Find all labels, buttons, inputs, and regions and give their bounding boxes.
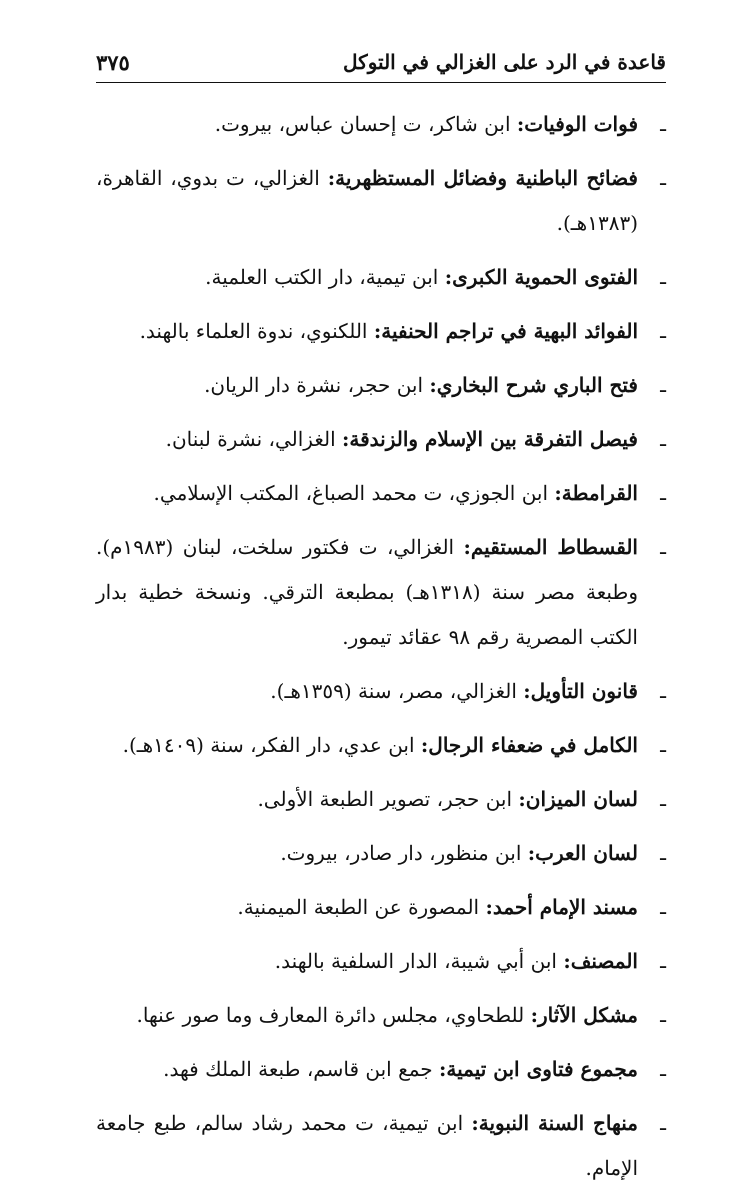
reference-entry [96,669,666,714]
reference-title: القرامطة: [554,481,638,505]
reference-entry [96,417,666,462]
list-dash: ـ [660,841,666,865]
list-dash: ـ [660,679,666,703]
reference-details: الغزالي، نشرة لبنان. [165,427,342,451]
reference-details: ابن تيمية، ت محمد رشاد سالم، طبع جامعة الإمام. [96,1111,638,1180]
reference-title: فيصل التفرقة بين الإسلام والزندقة: [342,427,638,451]
reference-entry [96,939,666,984]
reference-title: منهاج السنة النبوية: [471,1111,638,1135]
reference-title: مجموع فتاوى ابن تيمية: [439,1057,638,1081]
reference-title: لسان الميزان: [518,787,638,811]
reference-details: ابن حجر، تصوير الطبعة الأولى. [257,787,519,811]
reference-entry [96,993,666,1038]
reference-details: ابن شاكر، ت إحسان عباس، بيروت. [214,112,517,136]
list-dash: ـ [660,1057,666,1081]
reference-title: مسند الإمام أحمد: [485,895,638,919]
list-dash: ـ [660,895,666,919]
reference-title: المصنف: [563,949,638,973]
reference-title: فضائح الباطنية وفضائل المستظهرية: [327,166,638,190]
reference-title: مشكل الآثار: [530,1003,638,1027]
reference-entry [96,102,666,147]
reference-entry [96,1047,666,1092]
reference-title: الفتوى الحموية الكبرى: [444,265,638,289]
list-dash: ـ [660,1003,666,1027]
reference-entry [96,363,666,408]
reference-title: فوات الوفيات: [516,112,638,136]
reference-title: فتح الباري شرح البخاري: [429,373,638,397]
list-dash: ـ [660,535,666,559]
list-dash: ـ [660,733,666,757]
reference-title: الكامل في ضعفاء الرجال: [420,733,638,757]
list-dash: ـ [660,319,666,343]
reference-entry [96,885,666,930]
list-dash: ـ [660,166,666,190]
list-dash: ـ [660,112,666,136]
running-title: قاعدة في الرد على الغزالي في التوكل [343,50,666,74]
reference-details: ابن الجوزي، ت محمد الصباغ، المكتب الإسلامي. [153,481,555,505]
reference-details: ابن منظور، دار صادر، بيروت. [280,841,528,865]
list-dash: ـ [660,265,666,289]
reference-entry [96,255,666,300]
reference-details: جمع ابن قاسم، طبعة الملك فهد. [163,1057,439,1081]
reference-details: الغزالي، ت بدوي، القاهرة، (١٣٨٣هـ). [96,166,638,235]
reference-entry [96,723,666,768]
list-dash: ـ [660,373,666,397]
reference-title: قانون التأويل: [523,679,638,703]
reference-entry [96,309,666,354]
reference-details: ابن أبي شيبة، الدار السلفية بالهند. [274,949,564,973]
reference-entry [96,525,666,660]
reference-details: ابن عدي، دار الفكر، سنة (١٤٠٩هـ). [122,733,421,757]
list-dash: ـ [660,949,666,973]
reference-details: للطحاوي، مجلس دائرة المعارف وما صور عنها. [136,1003,531,1027]
reference-entry [96,831,666,876]
reference-details: المصورة عن الطبعة الميمنية. [237,895,486,919]
running-header [96,42,666,83]
references-list [96,102,666,1200]
list-dash: ـ [660,787,666,811]
reference-entry [96,156,666,246]
reference-title: لسان العرب: [527,841,638,865]
reference-title: الفوائد البهية في تراجم الحنفية: [373,319,638,343]
reference-details: ابن حجر، نشرة دار الريان. [204,373,430,397]
list-dash: ـ [660,1111,666,1135]
reference-details: الغزالي، ت فكتور سلخت، لبنان (١٩٨٣م). وطبعة مصر سنة (١٣١٨هـ) بمطبعة الترقي. ونسخة خطية بدار الكتب المصرية رقم ٩٨ عقائد تيمور. [96,535,638,649]
list-dash: ـ [660,427,666,451]
reference-details: الغزالي، مصر، سنة (١٣٥٩هـ). [270,679,524,703]
list-dash: ـ [660,481,666,505]
reference-entry [96,1101,666,1191]
reference-entry [96,471,666,516]
reference-title: القسطاط المستقيم: [463,535,638,559]
reference-details: ابن تيمية، دار الكتب العلمية. [205,265,445,289]
reference-entry [96,777,666,822]
page-number: ٣٧٥ [96,49,130,75]
reference-details: اللكنوي، ندوة العلماء بالهند. [139,319,374,343]
